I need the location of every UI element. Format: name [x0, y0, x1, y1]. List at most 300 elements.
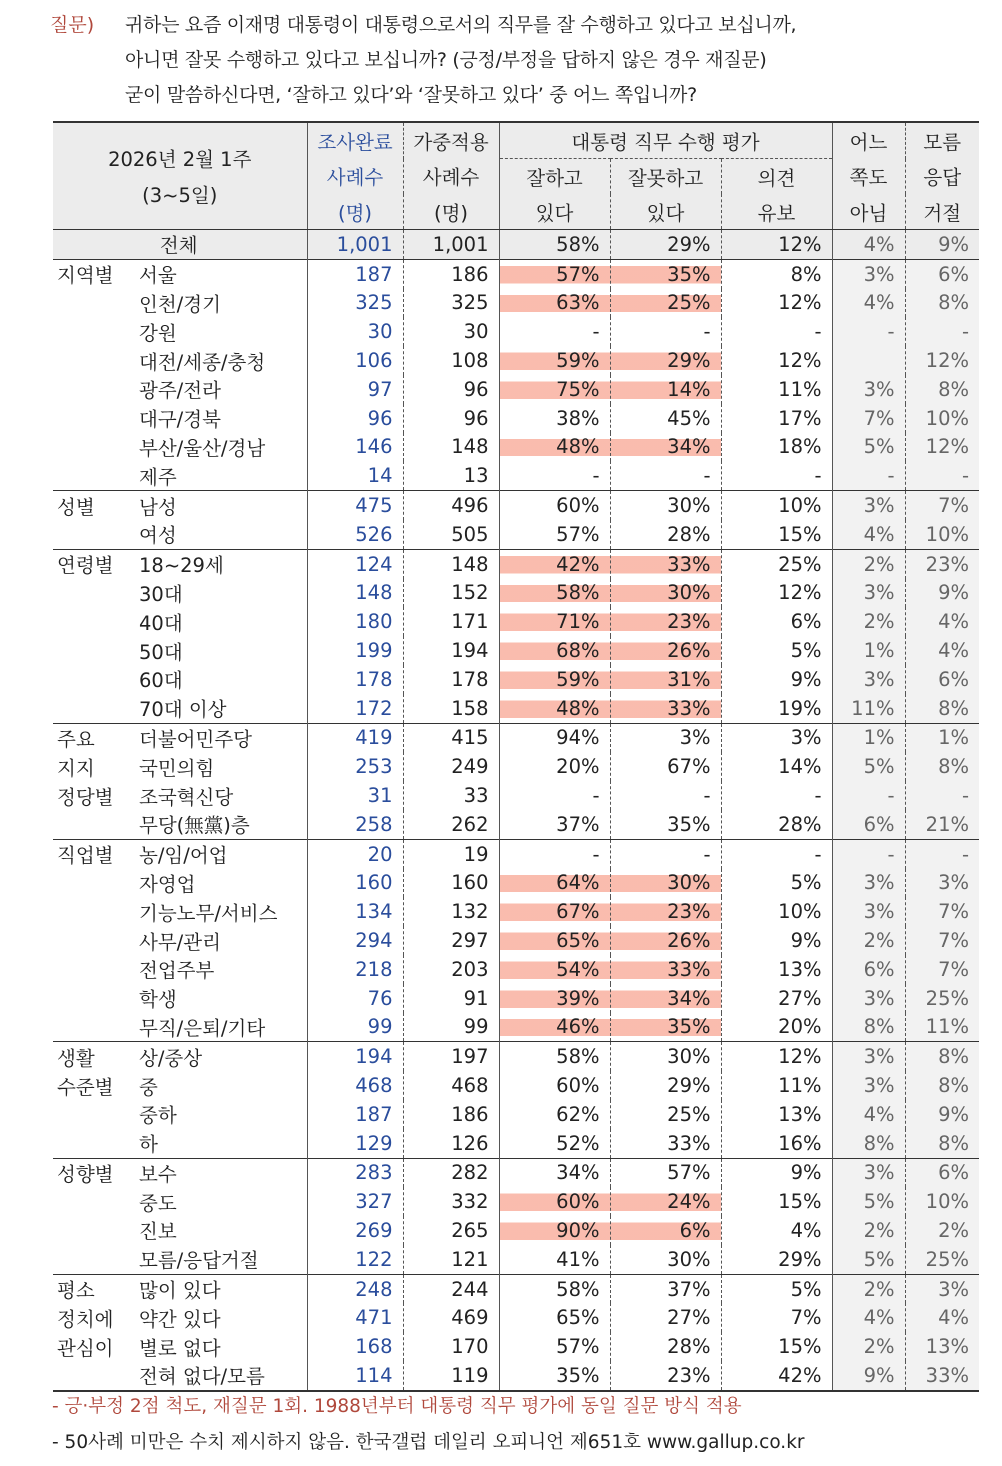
dk-pct-cell: 6%	[905, 665, 979, 694]
completed-count-cell: 30	[307, 317, 403, 346]
good-pct-cell: 38%	[499, 404, 610, 433]
header-completed-3: (명)	[307, 194, 403, 230]
reserved-pct-cell: 6%	[721, 607, 832, 636]
reserved-pct-cell: 15%	[721, 1332, 832, 1361]
row-label-cell	[53, 520, 307, 549]
header-weighted-2: 사례수	[403, 159, 499, 195]
good-pct-cell: 57%	[499, 520, 610, 549]
question-line-2: 아니면 잘못 수행하고 있다고 보십니까? (긍정/부정을 답하지 않은 경우 재질문)	[125, 49, 767, 71]
completed-count-cell: 168	[307, 1332, 403, 1361]
neither-pct-cell: 3%	[832, 491, 905, 520]
weighted-count-cell: 265	[403, 1216, 499, 1245]
dk-pct-cell: 9%	[905, 579, 979, 608]
good-pct-cell: -	[499, 317, 610, 346]
neither-pct-cell: 4%	[832, 1303, 905, 1332]
header-evaluation: 대통령 직무 수행 평가	[499, 122, 832, 159]
good-pct-cell: 68%	[499, 636, 610, 665]
row-label: 자영업	[139, 872, 196, 896]
reserved-pct-cell: -	[721, 781, 832, 810]
row-label: 약간 있다	[139, 1307, 221, 1331]
bad-pct-cell: 29%	[610, 230, 721, 260]
completed-count-cell: 294	[307, 926, 403, 955]
neither-pct-cell: 5%	[832, 1245, 905, 1274]
bad-pct-cell: 35%	[610, 810, 721, 839]
header-dk-2: 응답	[905, 159, 979, 195]
row-label: 대전/세종/충청	[139, 350, 266, 374]
question-line-1: 귀하는 요즘 이재명 대통령이 대통령으로서의 직무를 잘 수행하고 있다고 보십니까,	[125, 14, 797, 36]
row-label-cell	[53, 1158, 307, 1187]
table-row	[53, 404, 979, 433]
header-weighted-3: (명)	[403, 194, 499, 230]
reserved-pct-cell: 15%	[721, 1187, 832, 1216]
completed-count-cell: 96	[307, 404, 403, 433]
bad-pct-cell: 33%	[610, 694, 721, 723]
reserved-pct-cell: 42%	[721, 1361, 832, 1391]
neither-pct-cell: 11%	[832, 694, 905, 723]
bad-pct-cell: 29%	[610, 1071, 721, 1100]
table-row	[53, 839, 979, 868]
weighted-count-cell: 99	[403, 1013, 499, 1042]
dk-pct-cell: 8%	[905, 1129, 979, 1158]
dk-pct-cell: 2%	[905, 1216, 979, 1245]
good-pct-cell: 48%	[499, 694, 610, 723]
row-label-cell	[53, 1100, 307, 1129]
row-group: 정치에	[57, 1307, 114, 1331]
weighted-count-cell: 297	[403, 926, 499, 955]
row-label-cell	[53, 1245, 307, 1274]
bad-pct-cell: 25%	[610, 1100, 721, 1129]
weighted-count-cell: 505	[403, 520, 499, 549]
bad-pct-cell: 26%	[610, 636, 721, 665]
completed-count-cell: 31	[307, 781, 403, 810]
weighted-count-cell: 178	[403, 665, 499, 694]
row-label-cell	[53, 433, 307, 462]
reserved-pct-cell: 15%	[721, 520, 832, 549]
header-good-1: 잘하고	[499, 159, 610, 195]
row-label: 별로 없다	[139, 1336, 221, 1360]
dk-pct-cell: 8%	[905, 289, 979, 318]
weighted-count-cell: 158	[403, 694, 499, 723]
completed-count-cell: 468	[307, 1071, 403, 1100]
row-label-cell	[53, 897, 307, 926]
row-label-cell	[53, 984, 307, 1013]
bad-pct-cell: 28%	[610, 520, 721, 549]
good-pct-cell: 57%	[499, 259, 610, 288]
bad-pct-cell: 25%	[610, 289, 721, 318]
row-label: 많이 있다	[139, 1279, 221, 1303]
neither-pct-cell: 3%	[832, 897, 905, 926]
weighted-count-cell: 186	[403, 1100, 499, 1129]
table-row	[53, 1187, 979, 1216]
table-row	[53, 694, 979, 723]
bad-pct-cell: 6%	[610, 1216, 721, 1245]
row-group: 성별	[57, 495, 95, 519]
good-pct-cell: 37%	[499, 810, 610, 839]
row-label: 강원	[139, 321, 177, 345]
dk-pct-cell: -	[905, 839, 979, 868]
reserved-pct-cell: -	[721, 839, 832, 868]
weighted-count-cell: 496	[403, 491, 499, 520]
reserved-pct-cell: 12%	[721, 579, 832, 608]
dk-pct-cell: 8%	[905, 1042, 979, 1071]
row-label-cell	[53, 752, 307, 781]
row-label-cell	[53, 1303, 307, 1332]
neither-pct-cell: 2%	[832, 607, 905, 636]
row-label: 70대 이상	[139, 698, 227, 722]
weighted-count-cell: 126	[403, 1129, 499, 1158]
reserved-pct-cell: 9%	[721, 926, 832, 955]
bad-pct-cell: 26%	[610, 926, 721, 955]
row-label: 전체	[159, 234, 198, 258]
table-row	[53, 955, 979, 984]
good-pct-cell: -	[499, 461, 610, 490]
row-group: 지역별	[57, 264, 114, 288]
table-row	[53, 259, 979, 288]
row-label: 사무/관리	[139, 930, 221, 954]
row-label-cell	[53, 723, 307, 752]
row-group: 지지	[57, 756, 95, 780]
good-pct-cell: 58%	[499, 1274, 610, 1303]
neither-pct-cell: 3%	[832, 869, 905, 898]
completed-count-cell: 269	[307, 1216, 403, 1245]
completed-count-cell: 172	[307, 694, 403, 723]
reserved-pct-cell: 12%	[721, 1042, 832, 1071]
completed-count-cell: 325	[307, 289, 403, 318]
completed-count-cell: 99	[307, 1013, 403, 1042]
row-label-cell	[53, 1013, 307, 1042]
neither-pct-cell: -	[832, 781, 905, 810]
completed-count-cell: 122	[307, 1245, 403, 1274]
neither-pct-cell: 4%	[832, 1100, 905, 1129]
dk-pct-cell: 4%	[905, 607, 979, 636]
good-pct-cell: 71%	[499, 607, 610, 636]
completed-count-cell: 526	[307, 520, 403, 549]
bad-pct-cell: 30%	[610, 1042, 721, 1071]
dk-pct-cell: 10%	[905, 520, 979, 549]
table-row	[53, 984, 979, 1013]
reserved-pct-cell: 27%	[721, 984, 832, 1013]
good-pct-cell: 75%	[499, 375, 610, 404]
table-row	[53, 1245, 979, 1274]
table-row	[53, 1071, 979, 1100]
table-row	[53, 1042, 979, 1071]
table-row	[53, 1129, 979, 1158]
row-label: 더불어민주당	[139, 727, 253, 751]
completed-count-cell: 114	[307, 1361, 403, 1391]
dk-pct-cell: 8%	[905, 375, 979, 404]
header-bad-1: 잘못하고	[610, 159, 721, 195]
row-label-cell	[53, 491, 307, 520]
weighted-count-cell: 152	[403, 579, 499, 608]
row-label: 학생	[139, 988, 177, 1012]
bad-pct-cell: 33%	[610, 549, 721, 578]
bad-pct-cell: 57%	[610, 1158, 721, 1187]
table-row	[53, 810, 979, 839]
completed-count-cell: 187	[307, 1100, 403, 1129]
good-pct-cell: 60%	[499, 1187, 610, 1216]
weighted-count-cell: 186	[403, 259, 499, 288]
row-group: 정당별	[57, 785, 114, 809]
good-pct-cell: 90%	[499, 1216, 610, 1245]
row-label-cell	[53, 1187, 307, 1216]
weighted-count-cell: 108	[403, 346, 499, 375]
row-label: 전업주부	[139, 959, 215, 983]
row-label-cell	[53, 1332, 307, 1361]
row-label-cell	[53, 1129, 307, 1158]
bad-pct-cell: 3%	[610, 723, 721, 752]
row-label-cell	[53, 1274, 307, 1303]
completed-count-cell: 160	[307, 869, 403, 898]
bad-pct-cell: 37%	[610, 1274, 721, 1303]
neither-pct-cell: 7%	[832, 404, 905, 433]
weighted-count-cell: 170	[403, 1332, 499, 1361]
weighted-count-cell: 415	[403, 723, 499, 752]
neither-pct-cell: 3%	[832, 579, 905, 608]
note-source: - 50사례 미만은 수치 제시하지 않음. 한국갤럽 데일리 오피니언 제651호 www.gallup.co.kr	[52, 1432, 805, 1453]
dk-pct-cell: 12%	[905, 433, 979, 462]
table-row	[53, 520, 979, 549]
row-label: 18~29세	[139, 554, 224, 578]
reserved-pct-cell: 10%	[721, 897, 832, 926]
bad-pct-cell: 27%	[610, 1303, 721, 1332]
row-label: 농/임/어업	[139, 844, 228, 868]
neither-pct-cell: 3%	[832, 984, 905, 1013]
weighted-count-cell: 121	[403, 1245, 499, 1274]
completed-count-cell: 283	[307, 1158, 403, 1187]
table-row	[53, 346, 979, 375]
weighted-count-cell: 96	[403, 404, 499, 433]
weighted-count-cell: 132	[403, 897, 499, 926]
reserved-pct-cell: 11%	[721, 1071, 832, 1100]
neither-pct-cell: 3%	[832, 1158, 905, 1187]
row-label: 제주	[139, 465, 177, 489]
neither-pct-cell: 5%	[832, 1187, 905, 1216]
row-label-cell	[53, 404, 307, 433]
row-group: 직업별	[57, 844, 114, 868]
reserved-pct-cell: 20%	[721, 1013, 832, 1042]
row-group: 수준별	[57, 1075, 114, 1099]
completed-count-cell: 76	[307, 984, 403, 1013]
neither-pct-cell: 5%	[832, 433, 905, 462]
table-row	[53, 1332, 979, 1361]
completed-count-cell: 218	[307, 955, 403, 984]
row-label: 40대	[139, 611, 183, 635]
bad-pct-cell: 67%	[610, 752, 721, 781]
good-pct-cell: 35%	[499, 1361, 610, 1391]
completed-count-cell: 146	[307, 433, 403, 462]
header-weighted-1: 가중적용	[403, 122, 499, 159]
bad-pct-cell: 34%	[610, 984, 721, 1013]
completed-count-cell: 199	[307, 636, 403, 665]
neither-pct-cell: -	[832, 317, 905, 346]
weighted-count-cell: 91	[403, 984, 499, 1013]
neither-pct-cell: 5%	[832, 752, 905, 781]
table-row	[53, 1216, 979, 1245]
good-pct-cell: -	[499, 839, 610, 868]
reserved-pct-cell: 4%	[721, 1216, 832, 1245]
row-label: 조국혁신당	[139, 785, 234, 809]
dk-pct-cell: 6%	[905, 1158, 979, 1187]
good-pct-cell: 46%	[499, 1013, 610, 1042]
bad-pct-cell: 30%	[610, 491, 721, 520]
table-row	[53, 1013, 979, 1042]
neither-pct-cell: 3%	[832, 375, 905, 404]
weighted-count-cell: 148	[403, 549, 499, 578]
total-row	[53, 230, 979, 260]
dk-pct-cell: 7%	[905, 897, 979, 926]
dk-pct-cell: 21%	[905, 810, 979, 839]
dk-pct-cell: -	[905, 317, 979, 346]
reserved-pct-cell: 9%	[721, 1158, 832, 1187]
completed-count-cell: 1,001	[307, 230, 403, 260]
row-label: 무직/은퇴/기타	[139, 1016, 266, 1040]
table-row	[53, 461, 979, 490]
completed-count-cell: 194	[307, 1042, 403, 1071]
reserved-pct-cell: 25%	[721, 549, 832, 578]
row-label: 서울	[139, 264, 177, 288]
row-label-cell	[53, 579, 307, 608]
weighted-count-cell: 325	[403, 289, 499, 318]
neither-pct-cell: 4%	[832, 230, 905, 260]
completed-count-cell: 475	[307, 491, 403, 520]
good-pct-cell: 48%	[499, 433, 610, 462]
neither-pct-cell: 2%	[832, 926, 905, 955]
completed-count-cell: 419	[307, 723, 403, 752]
bad-pct-cell: 28%	[610, 1332, 721, 1361]
table-row	[53, 433, 979, 462]
weighted-count-cell: 148	[403, 433, 499, 462]
reserved-pct-cell: 5%	[721, 1274, 832, 1303]
row-label: 중하	[139, 1104, 177, 1128]
row-label: 대구/경북	[139, 408, 221, 432]
dk-pct-cell: 10%	[905, 1187, 979, 1216]
dk-pct-cell: 9%	[905, 1100, 979, 1129]
row-label-cell	[53, 289, 307, 318]
header-neither-3: 아님	[832, 194, 905, 230]
bad-pct-cell: 31%	[610, 665, 721, 694]
bad-pct-cell: 34%	[610, 433, 721, 462]
good-pct-cell: 20%	[499, 752, 610, 781]
row-label-cell	[53, 869, 307, 898]
row-label-cell	[53, 694, 307, 723]
dk-pct-cell: 8%	[905, 752, 979, 781]
neither-pct-cell: 3%	[832, 665, 905, 694]
header-dk-3: 거절	[905, 194, 979, 230]
row-label: 인천/경기	[139, 292, 221, 316]
table-row	[53, 723, 979, 752]
reserved-pct-cell: 5%	[721, 636, 832, 665]
bad-pct-cell: -	[610, 839, 721, 868]
bad-pct-cell: 29%	[610, 346, 721, 375]
reserved-pct-cell: 12%	[721, 289, 832, 318]
row-label: 남성	[139, 495, 177, 519]
weighted-count-cell: 197	[403, 1042, 499, 1071]
neither-pct-cell: 4%	[832, 520, 905, 549]
reserved-pct-cell: 13%	[721, 1100, 832, 1129]
row-label: 중	[139, 1075, 158, 1099]
row-label-cell	[53, 781, 307, 810]
table-row	[53, 579, 979, 608]
weighted-count-cell: 96	[403, 375, 499, 404]
reserved-pct-cell: 17%	[721, 404, 832, 433]
completed-count-cell: 129	[307, 1129, 403, 1158]
reserved-pct-cell: 9%	[721, 665, 832, 694]
row-label-cell	[53, 317, 307, 346]
row-label: 무당(無黨)층	[139, 814, 250, 838]
dk-pct-cell: 11%	[905, 1013, 979, 1042]
completed-count-cell: 258	[307, 810, 403, 839]
row-label: 모름/응답거절	[139, 1249, 259, 1273]
row-label: 30대	[139, 582, 183, 606]
good-pct-cell: 41%	[499, 1245, 610, 1274]
row-label: 중도	[139, 1191, 177, 1215]
weighted-count-cell: 282	[403, 1158, 499, 1187]
neither-pct-cell: 2%	[832, 549, 905, 578]
table-header	[53, 122, 979, 230]
bad-pct-cell: 23%	[610, 897, 721, 926]
reserved-pct-cell: -	[721, 317, 832, 346]
dk-pct-cell: 4%	[905, 636, 979, 665]
completed-count-cell: 106	[307, 346, 403, 375]
row-label: 진보	[139, 1220, 177, 1244]
good-pct-cell: 60%	[499, 491, 610, 520]
completed-count-cell: 97	[307, 375, 403, 404]
table-row	[53, 1303, 979, 1332]
table-row	[53, 1361, 979, 1391]
completed-count-cell: 20	[307, 839, 403, 868]
row-group: 주요	[57, 727, 95, 751]
note-method: - 긍·부정 2점 척도, 재질문 1회. 1988년부터 대통령 직무 평가에 동일 질문 방식 적용	[52, 1396, 742, 1417]
neither-pct-cell: 8%	[832, 1129, 905, 1158]
dk-pct-cell: 1%	[905, 723, 979, 752]
neither-pct-cell: 1%	[832, 636, 905, 665]
row-label-cell	[53, 346, 307, 375]
bad-pct-cell: 23%	[610, 607, 721, 636]
row-label-cell	[53, 549, 307, 578]
bad-pct-cell: 30%	[610, 869, 721, 898]
table-row	[53, 781, 979, 810]
neither-pct-cell: 4%	[832, 289, 905, 318]
table-row	[53, 289, 979, 318]
completed-count-cell: 178	[307, 665, 403, 694]
completed-count-cell: 253	[307, 752, 403, 781]
weighted-count-cell: 1,001	[403, 230, 499, 260]
neither-pct-cell: 9%	[832, 1361, 905, 1391]
row-label: 60대	[139, 669, 183, 693]
bad-pct-cell: 30%	[610, 579, 721, 608]
neither-pct-cell: 3%	[832, 1042, 905, 1071]
header-completed-1: 조사완료	[307, 122, 403, 159]
dk-pct-cell: 7%	[905, 491, 979, 520]
weighted-count-cell: 244	[403, 1274, 499, 1303]
table-row	[53, 549, 979, 578]
row-label-cell	[53, 1216, 307, 1245]
good-pct-cell: 58%	[499, 230, 610, 260]
neither-pct-cell: 2%	[832, 1216, 905, 1245]
table-row	[53, 317, 979, 346]
bad-pct-cell: 24%	[610, 1187, 721, 1216]
row-group: 관심이	[57, 1336, 114, 1360]
good-pct-cell: 59%	[499, 665, 610, 694]
good-pct-cell: 59%	[499, 346, 610, 375]
table-row	[53, 607, 979, 636]
dk-pct-cell: 3%	[905, 869, 979, 898]
table-row	[53, 491, 979, 520]
weighted-count-cell: 332	[403, 1187, 499, 1216]
dk-pct-cell: 9%	[905, 230, 979, 260]
neither-pct-cell: 6%	[832, 810, 905, 839]
row-label: 여성	[139, 524, 177, 548]
